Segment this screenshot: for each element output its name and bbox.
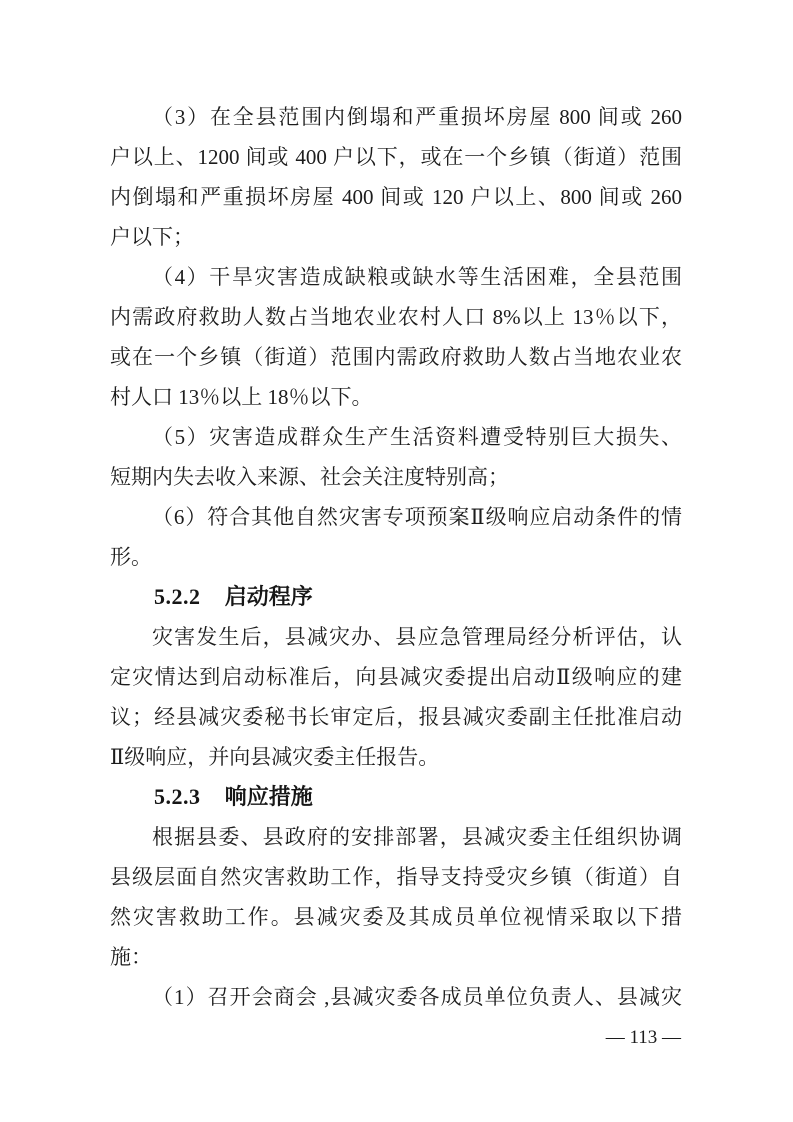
paragraph-line: （4）干旱灾害造成缺粮或缺水等生活困难，全县范围 — [152, 265, 682, 289]
page-number: — 113 — — [605, 1027, 681, 1048]
paragraph-line: 形。 — [110, 545, 152, 569]
paragraph-line: Ⅱ级响应，并向县减灾委主任报告。 — [110, 745, 440, 769]
paragraph-line: 议；经县减灾委秘书长审定后，报县减灾委副主任批准启动 — [110, 705, 682, 729]
paragraph-line: （3）在全县范围内倒塌和严重损坏房屋 800 间或 260 — [152, 105, 682, 129]
paragraph-line: 户以下； — [110, 225, 194, 249]
section-title: 启动程序 — [224, 584, 313, 609]
paragraph-line: 村人口 13％以上 18％以下。 — [110, 385, 373, 409]
section-title: 响应措施 — [224, 784, 313, 809]
paragraph-line: 灾害发生后，县减灾办、县应急管理局经分析评估，认 — [152, 625, 682, 649]
section-heading — [110, 777, 682, 817]
paragraph-line: 内倒塌和严重损坏房屋 400 间或 120 户以上、800 间或 260 — [110, 185, 682, 209]
document-body — [110, 97, 682, 1017]
paragraph-line: 然灾害救助工作。县减灾委及其成员单位视情采取以下措 — [110, 905, 682, 929]
paragraph-line: （5）灾害造成群众生产生活资料遭受特别巨大损失、 — [152, 425, 682, 449]
paragraph-line: 定灾情达到启动标准后，向县减灾委提出启动Ⅱ级响应的建 — [110, 665, 682, 689]
section-number: 5.2.3 — [154, 784, 201, 809]
paragraph-line: 短期内失去收入来源、社会关注度特别高； — [110, 465, 509, 489]
paragraph-line: 施： — [110, 945, 152, 969]
paragraph-line: （6）符合其他自然灾害专项预案Ⅱ级响应启动条件的情 — [152, 505, 682, 529]
section-heading — [110, 577, 682, 617]
paragraph-line: 根据县委、县政府的安排部署，县减灾委主任组织协调 — [152, 825, 682, 849]
paragraph-line: 内需政府救助人数占当地农业农村人口 8%以上 13％以下， — [110, 305, 682, 329]
paragraph-line: 户以上、1200 间或 400 户以下，或在一个乡镇（街道）范围 — [110, 145, 682, 169]
section-number: 5.2.2 — [154, 584, 201, 609]
paragraph-line: 或在一个乡镇（街道）范围内需政府救助人数占当地农业农 — [110, 345, 682, 369]
paragraph-line: 县级层面自然灾害救助工作，指导支持受灾乡镇（街道）自 — [110, 865, 682, 889]
paragraph-line: （1）召开会商会 ,县减灾委各成员单位负责人、县减灾 — [152, 985, 682, 1009]
